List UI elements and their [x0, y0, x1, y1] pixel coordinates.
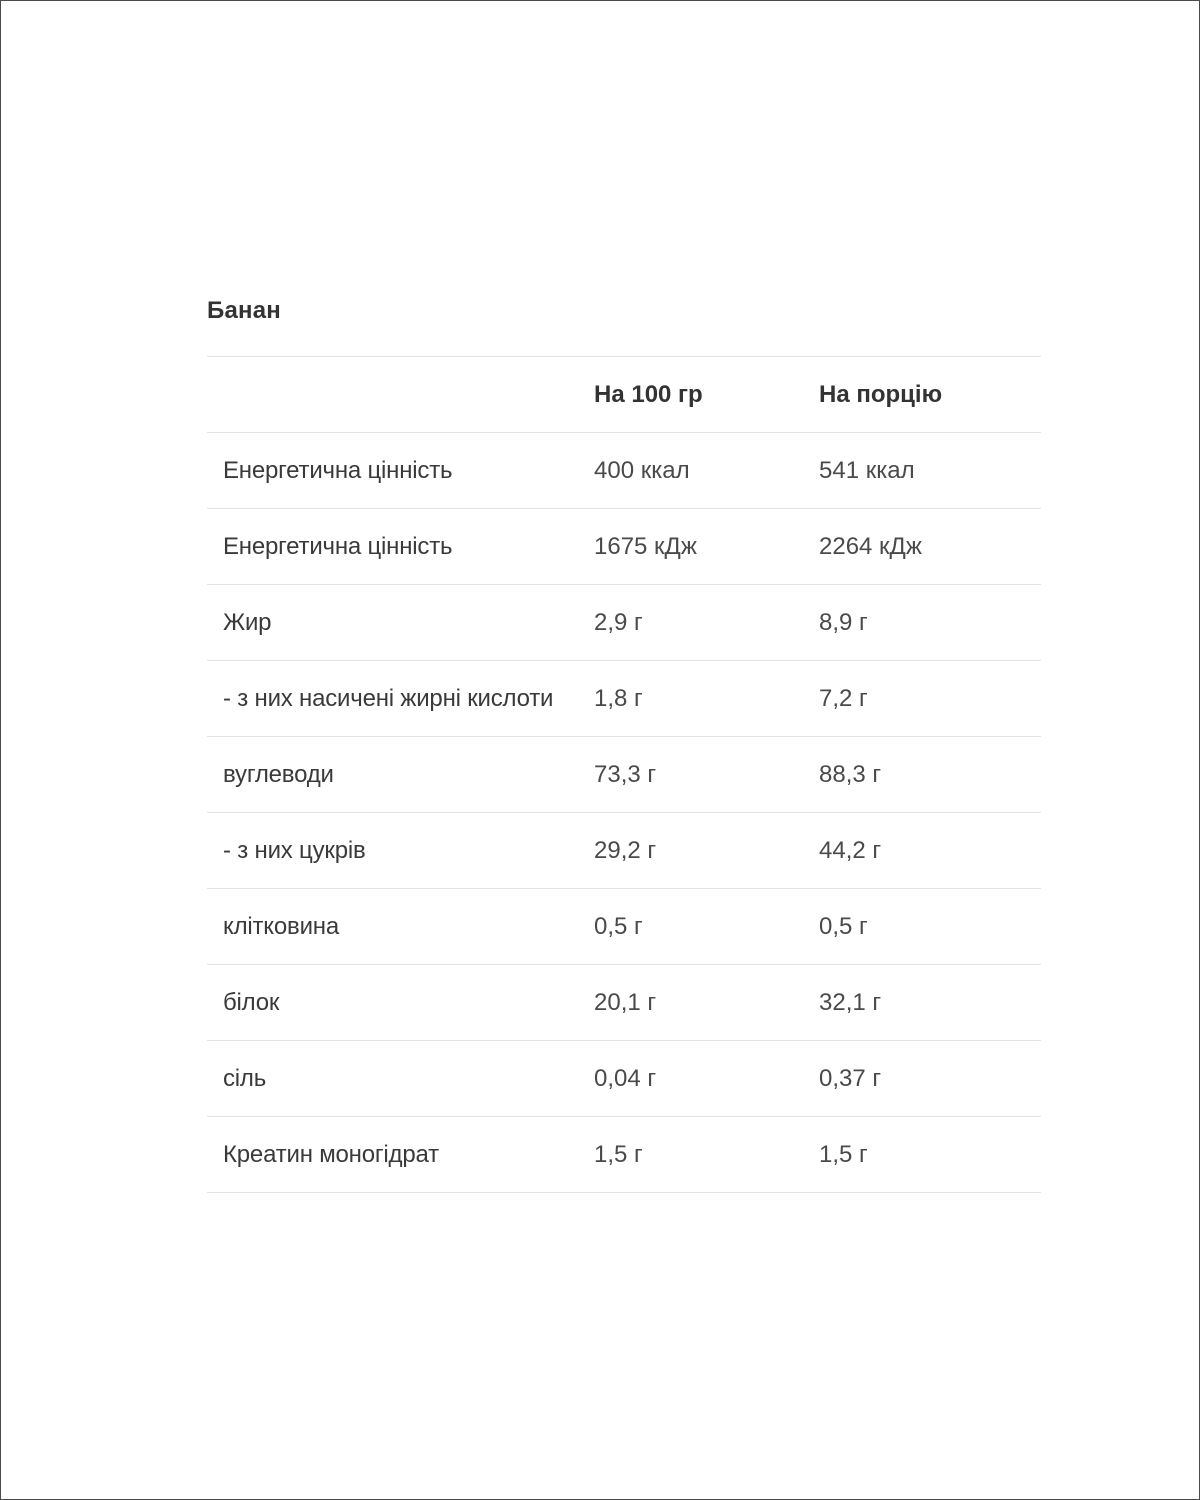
header-nutrient: [207, 357, 594, 433]
nutrition-table: [207, 356, 1041, 1193]
value-per-100g: 2,9 г: [594, 608, 643, 636]
value-per-100g: 400 ккал: [594, 456, 690, 484]
table-row: [207, 813, 1041, 889]
value-per-100g: 20,1 г: [594, 988, 657, 1016]
header-per-100g: На 100 гр: [594, 380, 703, 408]
table-row: [207, 965, 1041, 1041]
table-row: [207, 585, 1041, 661]
value-per-serving: 0,5 г: [819, 912, 868, 940]
table-row: [207, 661, 1041, 737]
nutrient-name: - з них насичені жирні кислоти: [223, 684, 554, 712]
nutrient-name: Жир: [223, 608, 272, 636]
value-per-serving: 541 ккал: [819, 456, 915, 484]
value-per-100g: 0,04 г: [594, 1064, 657, 1092]
table-row: [207, 1117, 1041, 1193]
table-row: [207, 509, 1041, 585]
table-row: [207, 433, 1041, 509]
table-row: [207, 737, 1041, 813]
value-per-100g: 1,8 г: [594, 684, 643, 712]
value-per-100g: 1,5 г: [594, 1140, 643, 1168]
value-per-100g: 0,5 г: [594, 912, 643, 940]
nutrient-name: Енергетична цінність: [223, 456, 453, 484]
table-row: [207, 889, 1041, 965]
header-per-serving: На порцію: [819, 380, 943, 408]
table-header-row: [207, 357, 1041, 433]
nutrient-name: Креатин моногідрат: [223, 1140, 439, 1168]
value-per-serving: 44,2 г: [819, 836, 882, 864]
value-per-100g: 73,3 г: [594, 760, 657, 788]
value-per-serving: 8,9 г: [819, 608, 868, 636]
nutrient-name: клітковина: [223, 912, 339, 940]
nutrient-name: Енергетична цінність: [223, 532, 453, 560]
table-row: [207, 1041, 1041, 1117]
nutrient-name: білок: [223, 988, 280, 1016]
value-per-serving: 2264 кДж: [819, 532, 922, 560]
product-title: Банан: [207, 297, 281, 324]
nutrient-name: вуглеводи: [223, 760, 334, 788]
value-per-serving: 32,1 г: [819, 988, 882, 1016]
value-per-serving: 1,5 г: [819, 1140, 868, 1168]
value-per-100g: 29,2 г: [594, 836, 657, 864]
nutrient-name: сіль: [223, 1064, 267, 1092]
nutrient-name: - з них цукрів: [223, 836, 366, 864]
value-per-serving: 88,3 г: [819, 760, 882, 788]
value-per-serving: 7,2 г: [819, 684, 868, 712]
value-per-serving: 0,37 г: [819, 1064, 882, 1092]
value-per-100g: 1675 кДж: [594, 532, 697, 560]
